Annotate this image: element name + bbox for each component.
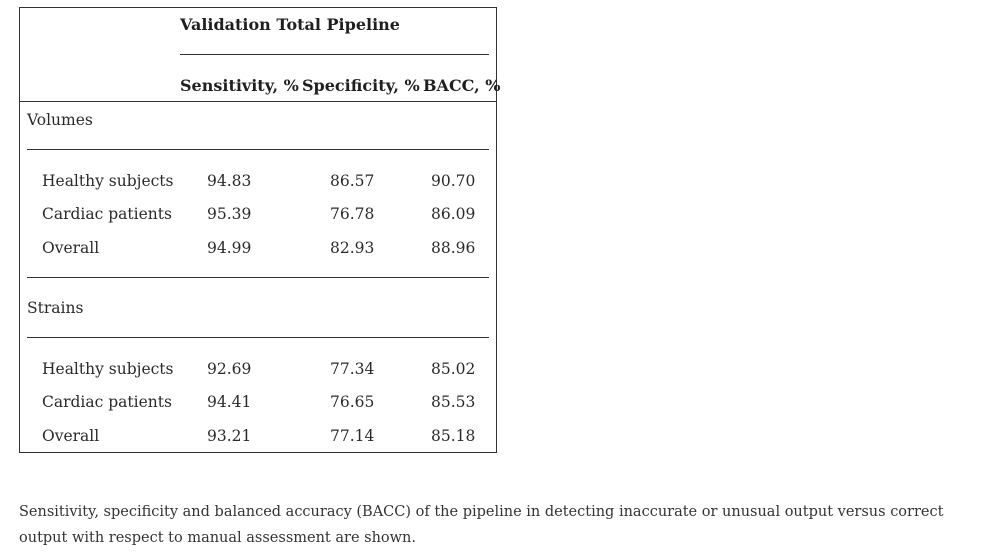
cell-specificity: 77.14 xyxy=(330,427,375,445)
table-top-border xyxy=(19,7,497,8)
column-header-sensitivity: Sensitivity, % xyxy=(180,76,299,95)
group-header: Validation Total Pipeline xyxy=(180,15,400,34)
group-header-rule xyxy=(180,54,489,55)
column-header-bacc: BACC, % xyxy=(423,76,501,95)
section-rule-strains xyxy=(27,337,489,338)
table-caption: Sensitivity, specificity and balanced accuracy (BACC) of the pipeline in detecting inaccurate or unusual output versus correct output with respect to manual assessment are shown. xyxy=(19,503,944,546)
section-title-strains: Strains xyxy=(27,299,84,317)
cell-bacc: 88.96 xyxy=(431,239,476,257)
cell-bacc: 85.02 xyxy=(431,360,476,378)
cell-bacc: 90.70 xyxy=(431,172,476,190)
cell-bacc: 85.53 xyxy=(431,393,476,411)
cell-sensitivity: 94.83 xyxy=(207,172,252,190)
cell-bacc: 86.09 xyxy=(431,205,476,223)
table-right-border xyxy=(496,7,497,452)
section-end-rule-volumes xyxy=(27,277,489,278)
cell-specificity: 77.34 xyxy=(330,360,375,378)
cell-sensitivity: 93.21 xyxy=(207,427,252,445)
cell-specificity: 76.78 xyxy=(330,205,375,223)
cell-sensitivity: 94.41 xyxy=(207,393,252,411)
section-rule-volumes xyxy=(27,149,489,150)
cell-specificity: 86.57 xyxy=(330,172,375,190)
cell-sensitivity: 92.69 xyxy=(207,360,252,378)
cell-sensitivity: 94.99 xyxy=(207,239,252,257)
section-title-volumes: Volumes xyxy=(27,111,93,129)
cell-sensitivity: 95.39 xyxy=(207,205,252,223)
cell-specificity: 76.65 xyxy=(330,393,375,411)
cell-specificity: 82.93 xyxy=(330,239,375,257)
row-label: Cardiac patients xyxy=(42,205,172,223)
row-label: Cardiac patients xyxy=(42,393,172,411)
column-header-specificity: Specificity, % xyxy=(302,76,420,95)
table-left-border xyxy=(19,7,20,452)
row-label: Overall xyxy=(42,239,100,257)
row-label: Overall xyxy=(42,427,100,445)
header-bottom-rule xyxy=(19,101,497,102)
table-bottom-border xyxy=(19,452,497,453)
cell-bacc: 85.18 xyxy=(431,427,476,445)
row-label: Healthy subjects xyxy=(42,360,174,378)
row-label: Healthy subjects xyxy=(42,172,174,190)
